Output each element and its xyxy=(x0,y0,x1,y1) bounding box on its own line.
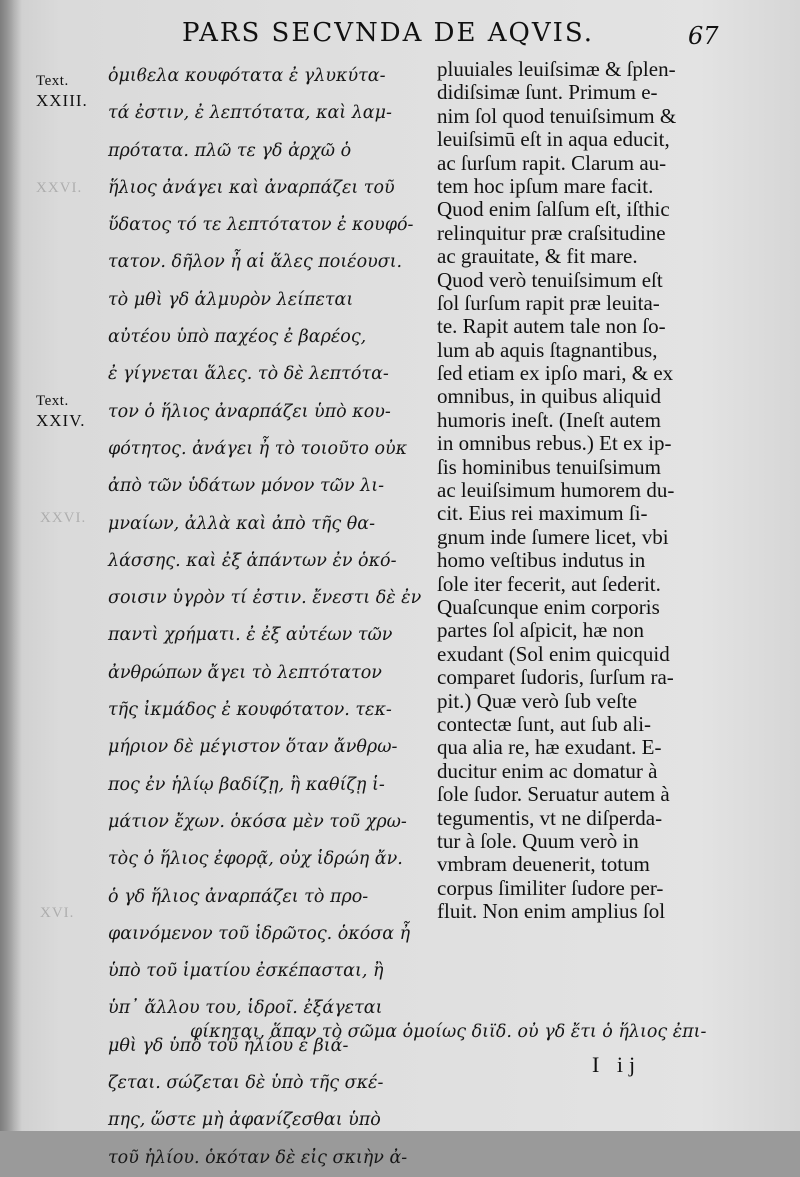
greek-line: πης, ὥστε μὴ ἀφανίζεσθαι ὑπὸ xyxy=(108,1110,381,1131)
greek-text-column xyxy=(108,58,426,1177)
show-through-text: XVI. xyxy=(40,905,75,921)
latin-line: tur à ſole. Quum verò in xyxy=(437,828,639,853)
latin-line: exudant (Sol enim quicquid xyxy=(437,641,670,666)
latin-line: ſis hominibus tenuiſsimum xyxy=(437,454,662,479)
latin-line: corpus ſimiliter ſudore per- xyxy=(437,875,664,900)
greek-line: πος ἐν ἡλίῳ βαδίζῃ, ἢ καθίζῃ ἱ- xyxy=(108,774,385,795)
greek-line: μήριον δὲ μέγιστον ὅταν ἄνθρω- xyxy=(108,737,398,758)
greek-line: ὑπ᾽ ἄλλου του, ἱδροῖ. ἐξάγεται xyxy=(108,998,383,1019)
latin-line: ducitur enim ac domatur à xyxy=(437,758,658,783)
running-head: PARS SECVNDA DE AQVIS. xyxy=(182,18,595,48)
margin-note-number: XXIV. xyxy=(36,411,86,430)
greek-line: λάσσης. καὶ ἐξ ἁπάντων ἐν ὁκό- xyxy=(108,550,397,571)
margin-note-number: XXIII. xyxy=(36,91,88,110)
latin-line: in omnibus rebus.) Et ex ip- xyxy=(437,431,672,456)
greek-line: αὐτέου ὑπὸ παχέος ἐ βαρέος, xyxy=(108,327,367,348)
latin-line: cit. Eius rei maximum ſi- xyxy=(437,501,648,526)
latin-line: nim ſol quod tenuiſsimum & xyxy=(437,103,677,128)
latin-line: contectæ ſunt, aut ſub ali- xyxy=(437,711,652,736)
greek-line: ὕδατος τό τε λεπτότατον ἐ κουφό- xyxy=(108,215,414,236)
greek-line: μάτιον ἔχων. ὁκόσα μὲν τοῦ χρω- xyxy=(108,811,407,832)
latin-line: homo veſtibus indutus in xyxy=(437,548,646,573)
latin-line: gnum inde ſumere licet, vbi xyxy=(437,524,669,549)
latin-line: Quod verò tenuiſsimum eſt xyxy=(437,267,663,292)
page-number: 67 xyxy=(688,22,719,50)
margin-note-text-xxiv xyxy=(36,392,86,430)
latin-line: pit.) Quæ verò ſub veſte xyxy=(437,688,638,713)
greek-line: τά ἐστιν, ἐ λεπτότατα, καὶ λαμ- xyxy=(108,103,392,124)
greek-line: μναίων, ἀλλὰ καὶ ἀπὸ τῆς θα- xyxy=(108,513,376,534)
greek-line: μθὶ γδ ὑπὸ τοῦ ἡλίου ἐ βιά- xyxy=(108,1035,349,1056)
latin-line: qua alia re, hæ exudant. E- xyxy=(437,735,662,760)
greek-line: ὑπὸ τοῦ ἱματίου ἐσκέπασται, ἢ xyxy=(108,961,384,982)
greek-line: ἐ γίγνεται ἅλες. τὸ δὲ λεπτότα- xyxy=(108,364,389,385)
latin-line: relinquitur præ craſsitudine xyxy=(437,220,666,245)
greek-line: τον ὁ ἥλιος ἀναρπάζει ὑπὸ κου- xyxy=(108,401,391,422)
greek-continuation-line: φίκηται, ἅπαν τὸ σῶμα ὁμοίως διϊδ. οὐ γδ ἔτι ὁ ἥλιος ἐπι- xyxy=(190,1022,707,1042)
latin-text-column xyxy=(437,58,782,923)
latin-line: humoris ineſt. (Ineſt autem xyxy=(437,407,661,432)
margin-note-text-xxiii xyxy=(36,72,88,110)
greek-line: παντὶ χρήματι. ἐ ἐξ αὐτέων τῶν xyxy=(108,625,393,646)
greek-line: ὁμιϐελα κουφότατα ἐ γλυκύτα- xyxy=(108,66,386,86)
spine-shadow xyxy=(0,0,22,1131)
latin-line: tem hoc ipſum mare facit. xyxy=(437,173,654,198)
margin-note-label: Text. xyxy=(36,393,69,409)
latin-line: comparet ſudoris, ſurſum ra- xyxy=(437,665,674,690)
greek-line: τατον. δῆλον ἦ αἱ ἅλες ποιέουσι. xyxy=(108,252,403,273)
latin-line: ſol ſurſum rapit præ leuita- xyxy=(437,290,660,315)
greek-line: ἥλιος ἀνάγει καὶ ἀναρπάζει τοῦ xyxy=(108,177,395,198)
greek-line: ὁ γδ ἥλιος ἀναρπάζει τὸ προ- xyxy=(108,886,369,907)
latin-line: ac ſurſum rapit. Clarum au- xyxy=(437,150,667,175)
latin-line: te. Rapit autem tale non ſo- xyxy=(437,314,666,339)
show-through-text: XXVI. xyxy=(36,180,83,196)
greek-line: τὸ μθὶ γδ ἁλμυρὸν λείπεται xyxy=(108,289,354,310)
latin-line: Quaſcunque enim corporis xyxy=(437,594,660,619)
greek-line: ἀπὸ τῶν ὑδάτων μόνον τῶν λι- xyxy=(108,476,385,497)
greek-line: φαινόμενον τοῦ ἱδρῶτος. ὁκόσα ἦ xyxy=(108,923,411,944)
greek-line: ζεται. σώζεται δὲ ὑπὸ τῆς σκέ- xyxy=(108,1073,384,1094)
latin-line: ſed etiam ex ipſo mari, & ex xyxy=(437,361,674,386)
latin-line: leuiſsimū eſt in aqua educit, xyxy=(437,127,670,152)
latin-line: omnibus, in quibus aliquid xyxy=(437,384,662,409)
latin-line: tegumentis, vt ne diſperda- xyxy=(437,805,663,830)
greek-line: τῆς ἰκμάδος ἐ κουφότατον. τεκ- xyxy=(108,700,392,721)
greek-line: τοῦ ἡλίου. ὁκόταν δὲ εἰς σκιὴν ἀ- xyxy=(108,1147,408,1168)
greek-line: τὸς ὁ ἥλιος ἐφορᾷ, οὐχ ἱδρώη ἄν. xyxy=(108,849,403,870)
latin-line: ac grauitate, & fit mare. xyxy=(437,244,638,269)
signature-mark: I ij xyxy=(592,1052,642,1077)
latin-line: fluit. Non enim amplius ſol xyxy=(437,899,666,924)
latin-line: Quod enim ſalſum eſt, iſthic xyxy=(437,197,670,222)
show-through-text: XXVI. xyxy=(40,510,87,526)
latin-line: ac leuiſsimum humorem du- xyxy=(437,478,675,503)
greek-line: σοισιν ὑγρὸν τί ἐστιν. ἔνεστι δὲ ἐν xyxy=(108,588,422,609)
greek-line: πρότατα. πλῶ τε γδ ἀρχῶ ὁ xyxy=(108,140,352,161)
greek-line: φότητος. ἀνάγει ἦ τὸ τοιοῦτο οὐκ xyxy=(108,438,408,459)
margin-note-label: Text. xyxy=(36,73,69,89)
latin-line: vmbram deuenerit, totum xyxy=(437,852,650,877)
latin-line: didiſsimæ ſunt. Primum e- xyxy=(437,80,658,105)
greek-line: ἀνθρώπων ἄγει τὸ λεπτότατον xyxy=(108,662,382,683)
latin-line: pluuiales leuiſsimæ & ſplen- xyxy=(437,57,676,81)
latin-line: ſole ſudor. Seruatur autem à xyxy=(437,782,670,807)
latin-line: lum ab aquis ſtagnantibus, xyxy=(437,337,658,362)
latin-line: partes ſol aſpicit, hæ non xyxy=(437,618,645,643)
latin-line: ſole iter fecerit, aut ſederit. xyxy=(437,571,661,596)
